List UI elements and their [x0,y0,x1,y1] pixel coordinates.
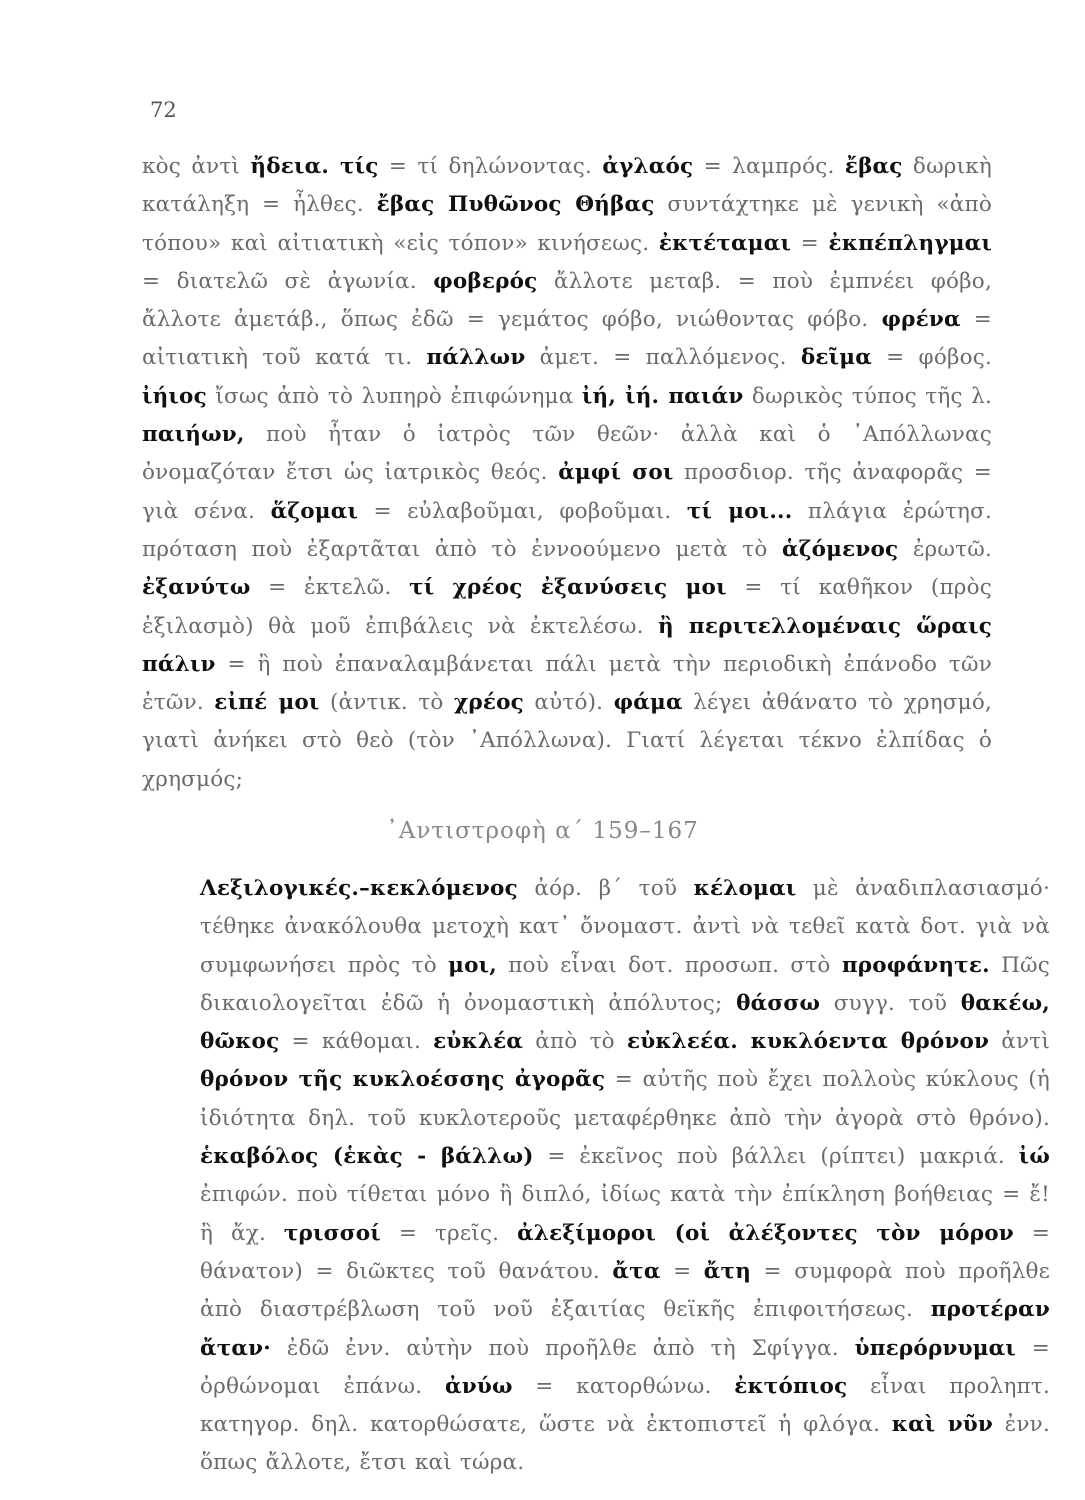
gloss-text: = διατελῶ σὲ ἀγωνία. [142,268,434,294]
lemma-term: ἁζόμενος [781,536,899,562]
lemma-term: ἀμφί σοι [558,460,674,486]
commentary-paragraph-1 [142,148,992,799]
gloss-text: ἀμετ. = παλλόμενος. [525,345,801,371]
lemma-term: παιήων, [142,422,245,448]
gloss-text: = ἐκτελῶ. [250,575,410,601]
gloss-text: ἀόρ. β´ τοῦ [517,876,694,901]
lemma-term: ἄτη [703,1258,752,1284]
lemma-term: καὶ νῦν [891,1412,994,1438]
gloss-text: μὲ ἀναδιπλασιασμό· τέθηκε ἀνακόλουθα μετοχὴ κατ᾿ ὄνομαστ. ἀντὶ νὰ τεθεῖ κατὰ δοτ. γιὰ νὰ συμφωνήσει πρὸς τὸ [200,876,1050,978]
lemma-term: Λεξιλογικές.–κεκλόμενος [200,876,518,901]
lemma-term: ἐξανύτω [142,575,251,601]
lemma-term: ἀγλαός [602,154,694,179]
gloss-text: Πῶς δικαιολογεῖται ἐδῶ ἡ ὀνομαστικὴ ἀπόλυτος; [200,952,1050,1016]
lemma-term: εἰπέ μοι [214,690,320,716]
lemma-term: ἔβας [844,154,903,179]
gloss-text: ἀπὸ τὸ [523,1029,627,1055]
page-number: 72 [150,98,177,122]
gloss-text: προσδιορ. τῆς ἀναφορᾶς = γιὰ σένα. [142,460,993,524]
gloss-text: λέγει ἀθάνατο τὸ χρησμό, γιατὶ ἀνήκει στὸ θεὸ (τὸν ᾿Απόλλωνα). Γιατί λέγεται τέκνο ἐλπίδας ὁ χρησμός; [142,690,993,792]
lemma-term: ἔβας Πυθῶνος Θήβας [376,192,655,218]
lemma-term: τρισσοί [283,1220,381,1246]
commentary-paragraph-2 [142,870,1050,1483]
gloss-text: = συμφορὰ ποὺ προῆλθε ἀπὸ διαστρέβλωση τοῦ νοῦ ἐξαιτίας θεϊκῆς ἐπιφοιτήσεως. [200,1258,1050,1323]
gloss-text: εἶναι προληπτ. κατηγορ. δηλ. κατορθώσατε, ὥστε νὰ ἐκτοπιστεῖ ἡ φλόγα. [200,1373,1051,1438]
lemma-term: εὐκλέα [433,1029,524,1055]
lemma-term: φοβερός [433,268,538,294]
gloss-text: συντάχτηκε μὲ γενικὴ «ἀπὸ τόπου» καὶ αἰτιατικὴ «εἰς τόπον» κινήσεως. [142,192,993,256]
gloss-text: κὸς ἀντὶ [142,154,251,179]
gloss-text: ἴσως ἀπὸ τὸ λυπηρὸ ἐπιφώνημα [206,383,582,409]
gloss-text: = κατορθώνω. [512,1373,735,1399]
gloss-text: ἐπιφών. ποὺ τίθεται μόνο ἢ διπλό, ἰδίως κατὰ τὴν ἐπίκληση βοήθειας = ἔ! ἢ ἄχ. [200,1182,1050,1246]
gloss-text: = ἐκεῖνος ποὺ βάλλει (ρίπτει) μακριά. [533,1144,1019,1170]
gloss-text: = ὀρθώνομαι ἐπάνω. [200,1335,1051,1399]
gloss-text: δωρικὴ κατάληξη = ἦλθες. [142,154,992,218]
lemma-term: θρόνον τῆς κυκλοέσσης ἀγορᾶς [200,1067,606,1093]
gloss-text: = αἰτιατικὴ τοῦ κατά τι. [142,307,992,371]
gloss-text: = φόβος. [871,345,993,371]
lemma-term: ἐκπέπληγμαι [828,230,992,256]
lemma-term: τί μοι... [686,498,793,524]
gloss-text: ποὺ εἶναι δοτ. προσωπ. στὸ [496,952,842,978]
lemma-term: ἰήιος [142,383,207,409]
lemma-term: ἰή, ἰή. παιάν [581,383,744,409]
lemma-term: ἄτα [612,1258,661,1284]
gloss-text: = [660,1258,704,1284]
gloss-text: = θάνατον) = διῶκτες τοῦ θανάτου. [200,1220,1050,1284]
gloss-text: ἐρωτῶ. [898,536,992,562]
gloss-text: ἐδῶ ἐνν. αὐτὴν ποὺ προῆλθε ἀπὸ τὴ Σφίγγα. [270,1335,855,1361]
gloss-text: = ἢ ποὺ ἐπαναλαμβάνεται πάλι μετὰ τὴν περιοδικὴ ἐπάνοδο τῶν ἐτῶν. [142,651,992,716]
lemma-term: μοι, [448,952,497,978]
lemma-term: ἐκτόπιος [734,1373,848,1399]
gloss-text: = λαμπρός. [693,154,845,179]
gloss-text: συγγ. τοῦ [820,990,961,1016]
gloss-text: δωρικὸς τύπος τῆς λ. [743,383,992,409]
lemma-term: δεῖμα [800,345,872,371]
gloss-text: = αὐτῆς ποὺ ἔχει πολλοὺς κύκλους (ἡ ἰδιότητα δηλ. τοῦ κυκλοτεροῦς μεταφέρθηκε ἀπὸ τὴν ἀγορὰ στὸ θρόνο). [200,1067,1050,1131]
lemma-term: πάλλων [426,345,526,371]
gloss-text: πλάγια ἐρώτησ. πρόταση ποὺ ἐξαρτᾶται ἀπὸ τὸ ἐννοούμενο μετὰ τὸ [142,498,992,562]
lemma-term: φρένα [881,307,961,333]
lemma-term: ἐκτέταμαι [658,230,792,256]
lemma-term: ἀλεξίμοροι (οἱ ἀλέξοντες τὸν μόρον [517,1220,1014,1246]
lemma-term: ἢ περιτελλομέναις ὥραις πάλιν [142,613,993,677]
gloss-text: = κάθομαι. [279,1029,434,1055]
lemma-term: ἰώ [1018,1144,1050,1170]
gloss-text: = τί καθῆκον (πρὸς ἐξιλασμὸ) θὰ μοῦ ἐπιβάλεις νὰ ἐκτελέσω. [142,575,992,639]
gloss-text: = τρεῖς. [380,1220,518,1246]
lemma-term: ἀνύω [444,1373,513,1399]
lemma-term: θάσσω [736,990,821,1016]
gloss-text: = εὐλαβοῦμαι, φοβοῦμαι. [358,498,687,524]
lemma-term: τί χρέος ἐξανύσεις μοι [409,575,727,601]
lemma-term: φάμα [613,690,683,716]
gloss-text: = [791,230,829,256]
lemma-term: ὑπερόρνυμαι [854,1335,1016,1361]
gloss-text: (ἀντικ. τὸ [319,690,454,716]
gloss-text: ἀντὶ [989,1029,1050,1055]
lemma-term: χρέος [454,690,524,716]
lemma-term: κέλομαι [693,876,797,901]
lemma-term: θακέω, θῶκος [200,990,1050,1055]
gloss-text: ἐνν. ὅπως ἄλλοτε, ἔτσι καὶ τώρα. [200,1412,1050,1476]
lemma-term: εὐκλεέα. κυκλόεντα θρόνον [626,1029,990,1055]
section-heading: ᾿Αντιστροφὴ α´ 159–167 [386,818,699,844]
gloss-text: ἄλλοτε μεταβ. = ποὺ ἐμπνέει φόβο, ἄλλοτε ἀμετάβ., ὅπως ἐδῶ = γεμάτος φόβο, νιώθοντας φόβο. [142,268,992,333]
lemma-term: ἅζομαι [270,498,359,524]
gloss-text: αὐτό). [523,690,614,716]
lemma-term: ἤδεια. τίς [250,154,379,179]
lemma-term: ἑκαβόλος (ἑκὰς - βάλλω) [200,1144,534,1170]
lemma-term: προτέραν ἄταν· [200,1297,1050,1361]
lemma-term: προφάνητε. [841,952,990,978]
gloss-text: = τί δηλώνοντας. [378,154,603,179]
gloss-text: ποὺ ἦταν ὁ ἰατρὸς τῶν θεῶν· ἀλλὰ καὶ ὁ ᾿Απόλλωνας ὀνομαζόταν ἔτσι ὡς ἰατρικὸς θεός. [142,422,992,486]
